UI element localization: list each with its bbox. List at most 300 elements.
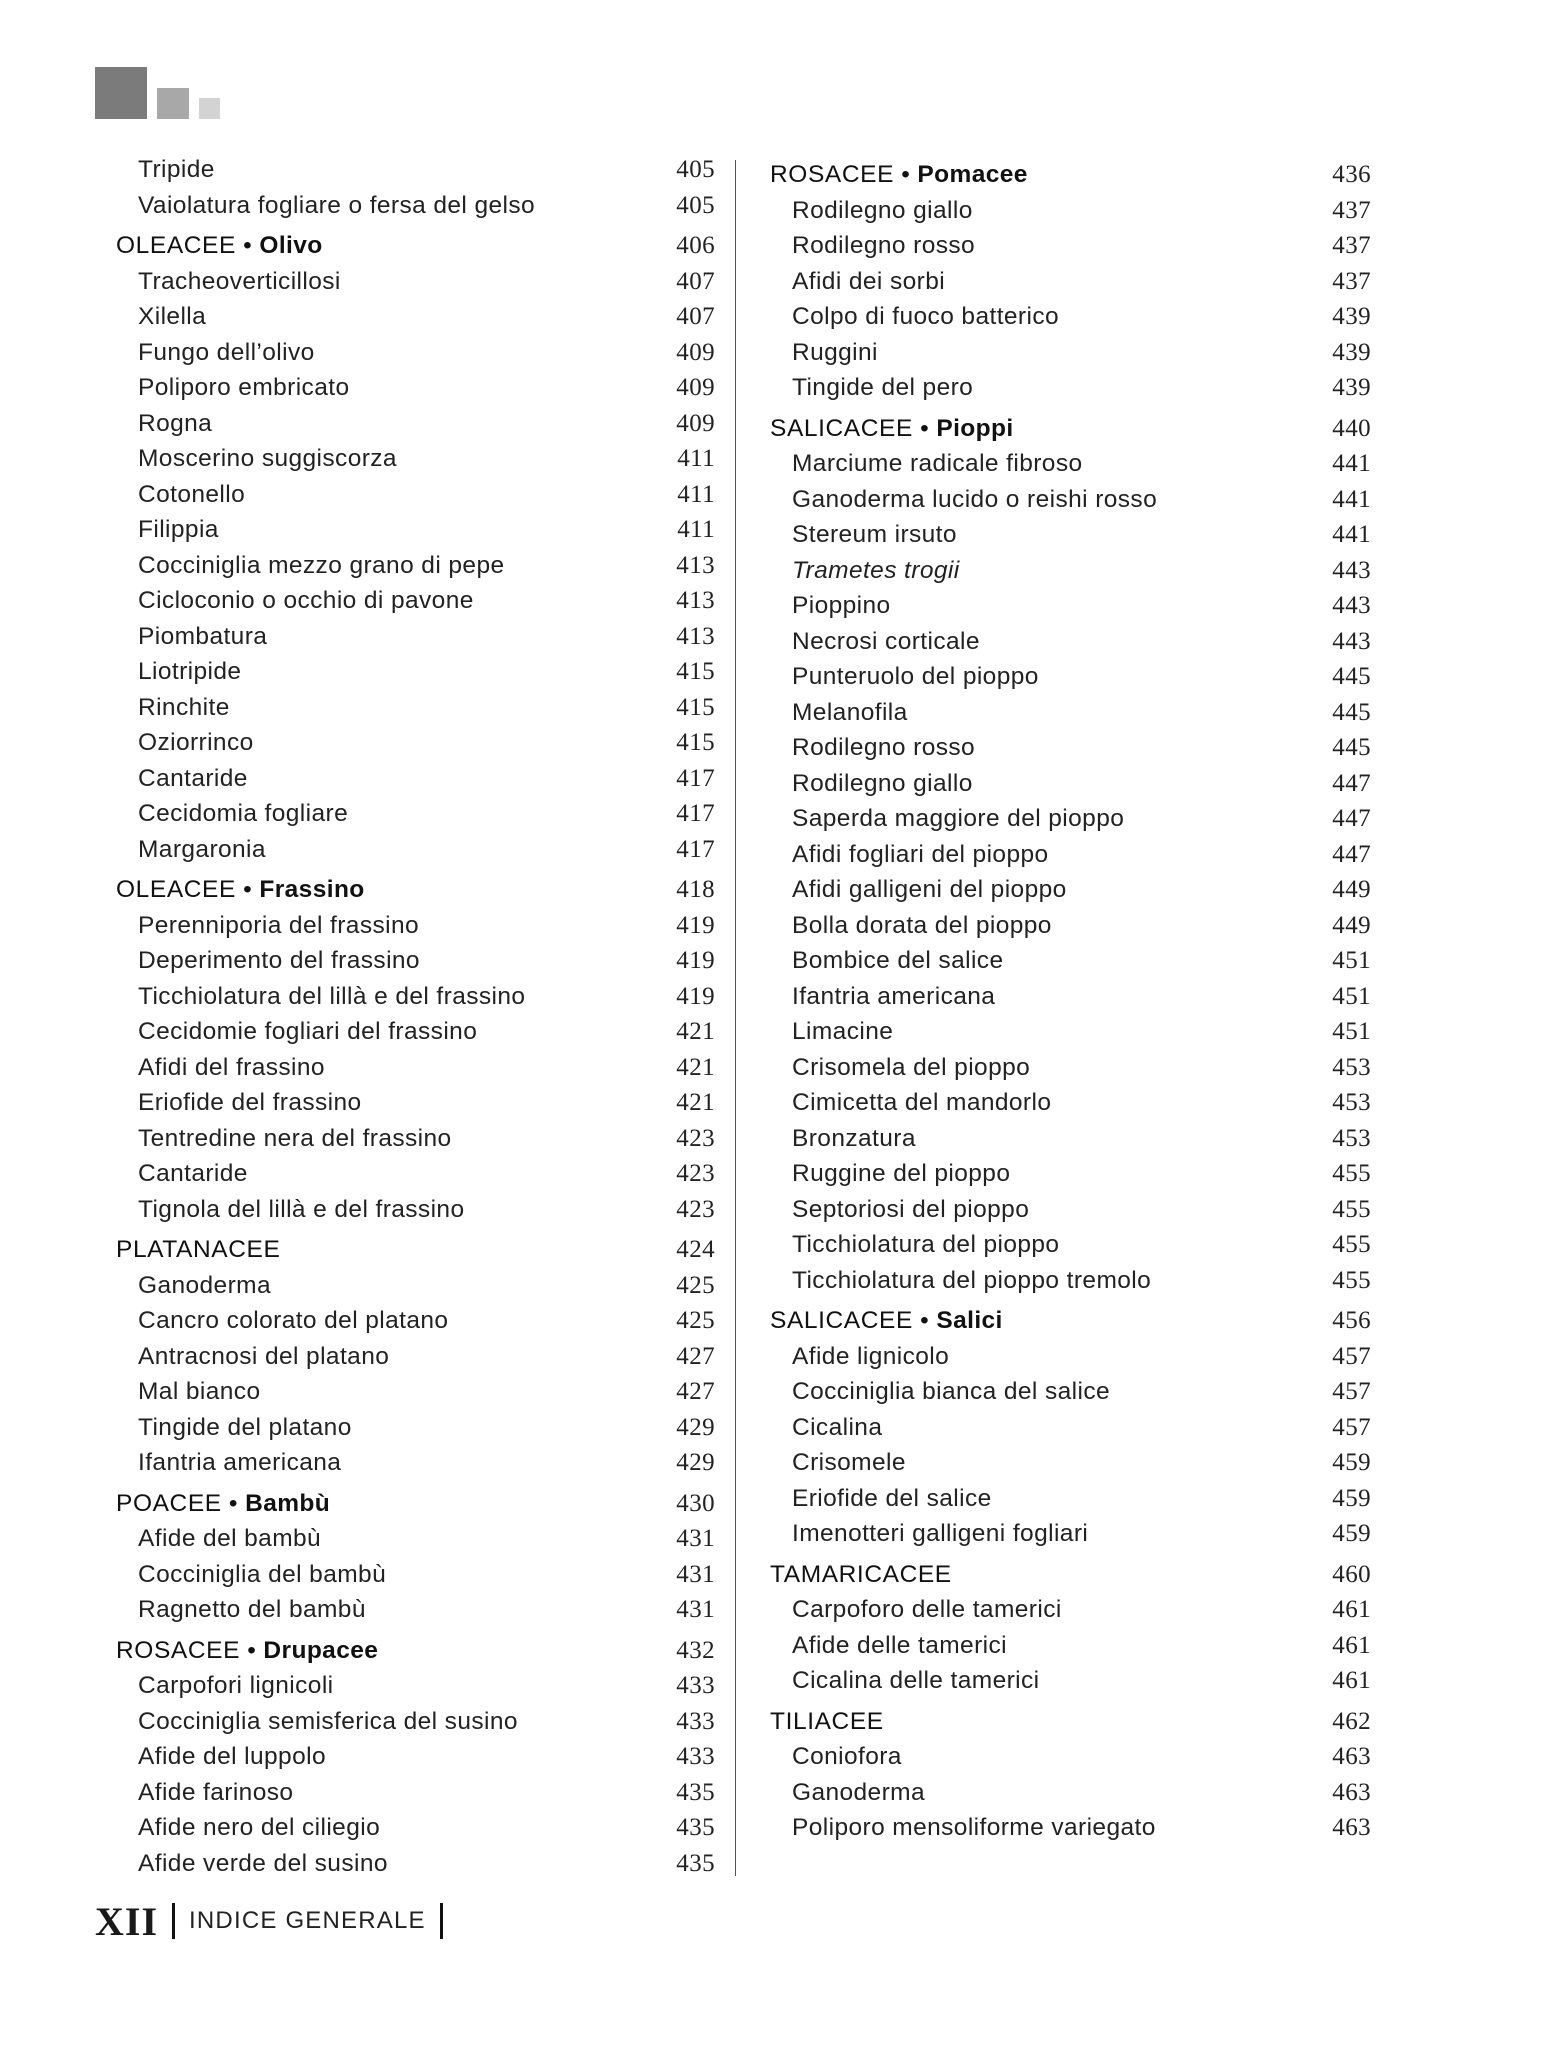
heading-label — [770, 1704, 884, 1740]
page-ref: 429 — [676, 1413, 715, 1441]
family-name: OLEACEE — [116, 876, 236, 903]
bullet-separator: • — [221, 1489, 246, 1517]
entry-label: Cantaride — [138, 764, 248, 792]
heading-label — [770, 157, 1028, 193]
page-ref: 411 — [677, 480, 715, 508]
entry-label: Crisomele — [792, 1449, 906, 1476]
index-entry — [770, 588, 1371, 624]
entry-label: Piombatura — [138, 622, 268, 650]
page-ref: 460 — [1332, 1560, 1371, 1588]
entry-label: Ganoderma — [138, 1271, 271, 1299]
page-ref: 419 — [676, 947, 715, 974]
index-entry — [116, 1846, 715, 1882]
page-ref: 424 — [676, 1236, 715, 1263]
entry-label: Afide verde del susino — [138, 1849, 388, 1877]
entry-label: Rinchite — [138, 693, 230, 721]
index-heading — [116, 228, 715, 264]
entry-label: Afidi fogliari del pioppo — [792, 840, 1049, 868]
page-ref: 453 — [1332, 1089, 1371, 1116]
index-entry — [116, 441, 715, 477]
family-name: ROSACEE — [770, 161, 895, 188]
page-ref: 459 — [1332, 1484, 1371, 1512]
page-ref: 457 — [1332, 1342, 1371, 1370]
index-entry — [116, 690, 715, 726]
index-heading — [770, 1303, 1371, 1339]
heading-label — [116, 1232, 280, 1268]
index-entry — [116, 979, 715, 1015]
index-entry — [116, 1810, 715, 1846]
heading-label — [116, 1486, 330, 1522]
index-entry — [116, 1156, 715, 1192]
entry-label: Afidi del frassino — [138, 1053, 325, 1081]
entry-label: Rogna — [138, 409, 213, 437]
index-entry — [116, 548, 715, 584]
page-ref: 437 — [1332, 196, 1371, 224]
entry-label: Perenniporia del frassino — [138, 911, 420, 939]
entry-label: Afide lignicolo — [792, 1342, 950, 1370]
index-entry — [770, 872, 1371, 908]
bullet-separator: • — [894, 161, 918, 188]
index-entry — [116, 1775, 715, 1811]
index-entry — [770, 517, 1371, 553]
index-entry — [116, 1521, 715, 1557]
bullet-separator: • — [912, 1307, 937, 1334]
entry-label: Saperda maggiore del pioppo — [792, 805, 1125, 832]
decorative-square-medium — [157, 88, 189, 119]
entry-label: Ifantria americana — [138, 1449, 342, 1476]
index-entry — [770, 370, 1371, 406]
page-ref: 419 — [676, 982, 715, 1010]
page-ref: 433 — [676, 1672, 715, 1699]
entry-label: Liotripide — [138, 658, 242, 685]
entry-label: Ruggini — [792, 338, 878, 366]
index-heading — [116, 1486, 715, 1522]
index-heading — [770, 157, 1371, 193]
entry-label: Poliporo mensoliforme variegato — [792, 1814, 1156, 1841]
entry-label: Tracheoverticillosi — [138, 267, 341, 295]
family-name: PLATANACEE — [116, 1236, 281, 1263]
entry-label: Carpofori lignicoli — [138, 1672, 334, 1699]
page-ref: 441 — [1332, 485, 1371, 513]
page-ref: 425 — [676, 1271, 715, 1299]
page-ref: 461 — [1332, 1667, 1371, 1694]
page-ref: 432 — [676, 1636, 715, 1664]
page-ref: 427 — [676, 1378, 715, 1405]
page-ref: 427 — [676, 1342, 715, 1370]
page-ref: 455 — [1332, 1160, 1371, 1187]
bullet-separator: • — [235, 232, 260, 259]
index-heading — [770, 1704, 1371, 1740]
index-entry — [116, 908, 715, 944]
page-ref: 423 — [676, 1195, 715, 1223]
page-ref: 463 — [1332, 1814, 1371, 1841]
index-column-left — [116, 152, 715, 1881]
page-ref: 463 — [1332, 1778, 1371, 1806]
index-entry — [770, 228, 1371, 264]
index-entry — [770, 1628, 1371, 1664]
plant-group: Bambù — [245, 1489, 331, 1517]
heading-label — [116, 228, 323, 264]
entry-label: Cotonello — [138, 480, 246, 508]
page-ref: 459 — [1332, 1449, 1371, 1476]
page-ref: 443 — [1332, 592, 1371, 619]
entry-label: Septoriosi del pioppo — [792, 1195, 1030, 1223]
bullet-separator: • — [912, 414, 937, 442]
entry-label: Xilella — [138, 303, 207, 330]
index-entry — [116, 406, 715, 442]
family-name: POACEE — [116, 1489, 222, 1517]
index-entry — [770, 1663, 1371, 1699]
entry-label: Tentredine nera del frassino — [138, 1124, 452, 1152]
page-ref: 461 — [1332, 1596, 1371, 1623]
index-entry — [116, 761, 715, 797]
page-ref: 437 — [1332, 267, 1371, 295]
page-ref: 463 — [1332, 1743, 1371, 1770]
entry-label: Cimicetta del mandorlo — [792, 1089, 1052, 1116]
page-ref: 425 — [676, 1307, 715, 1334]
entry-label: Deperimento del frassino — [138, 947, 420, 974]
bullet-separator: • — [240, 1636, 264, 1664]
page-ref: 431 — [676, 1560, 715, 1588]
entry-label: Vaiolatura fogliare o fersa del gelso — [138, 191, 536, 219]
page-footer — [95, 1899, 457, 1943]
page-ref: 445 — [1332, 734, 1371, 761]
index-entry — [116, 1410, 715, 1446]
page-ref: 447 — [1332, 805, 1371, 832]
page-ref: 439 — [1332, 303, 1371, 330]
index-entry — [770, 624, 1371, 660]
page-ref: 429 — [676, 1449, 715, 1476]
index-entry — [770, 1085, 1371, 1121]
entry-label: Bolla dorata del pioppo — [792, 911, 1052, 939]
page-ref: 407 — [676, 303, 715, 330]
index-entry — [770, 1592, 1371, 1628]
index-heading — [116, 1633, 715, 1669]
page-ref: 451 — [1332, 947, 1371, 974]
entry-label: Cocciniglia bianca del salice — [792, 1378, 1111, 1405]
page-ref: 440 — [1332, 414, 1371, 442]
page-ref: 423 — [676, 1160, 715, 1187]
entry-label: Moscerino suggiscorza — [138, 445, 397, 472]
index-entry — [770, 1516, 1371, 1552]
entry-label: Filippia — [138, 516, 219, 543]
entry-label: Stereum irsuto — [792, 521, 957, 548]
entry-label: Afide del luppolo — [138, 1743, 326, 1770]
family-name: OLEACEE — [116, 232, 236, 259]
index-entry — [770, 1121, 1371, 1157]
entry-label: Limacine — [792, 1018, 894, 1045]
index-heading — [770, 411, 1371, 447]
index-entry — [770, 482, 1371, 518]
page-ref: 430 — [676, 1489, 715, 1517]
entry-label: Afide nero del ciliegio — [138, 1814, 381, 1841]
page-ref: 415 — [676, 729, 715, 756]
entry-label: Afide farinoso — [138, 1778, 294, 1806]
index-entry — [770, 801, 1371, 837]
index-entry — [770, 659, 1371, 695]
entry-label: Cantaride — [138, 1160, 248, 1187]
index-entry — [770, 553, 1371, 589]
page-ref: 435 — [676, 1849, 715, 1877]
entry-label: Rodilegno rosso — [792, 232, 976, 259]
index-entry — [770, 1739, 1371, 1775]
entry-label: Afidi dei sorbi — [792, 267, 946, 295]
index-entry — [116, 796, 715, 832]
page-ref: 423 — [676, 1124, 715, 1152]
index-entry — [770, 1014, 1371, 1050]
plant-group: Frassino — [259, 876, 365, 903]
entry-label: Ganoderma lucido o reishi rosso — [792, 485, 1158, 513]
index-entry — [770, 446, 1371, 482]
index-entry — [116, 654, 715, 690]
entry-label: Afide delle tamerici — [792, 1631, 1007, 1659]
index-entry — [116, 477, 715, 513]
entry-label: Rodilegno giallo — [792, 196, 973, 224]
entry-label: Mal bianco — [138, 1378, 261, 1405]
entry-label: Ruggine del pioppo — [792, 1160, 1011, 1187]
page-ref: 417 — [676, 835, 715, 863]
family-name: SALICACEE — [770, 414, 913, 442]
entry-label: Cecidomia fogliare — [138, 800, 349, 827]
entry-label: Colpo di fuoco batterico — [792, 303, 1060, 330]
entry-label: Tingide del platano — [138, 1413, 352, 1441]
page-ref: 413 — [676, 622, 715, 650]
index-entry — [770, 1263, 1371, 1299]
page-ref: 453 — [1332, 1053, 1371, 1081]
index-entry — [116, 1668, 715, 1704]
page-ref: 441 — [1332, 521, 1371, 548]
plant-group: Pomacee — [917, 161, 1028, 188]
index-entry — [770, 1410, 1371, 1446]
index-entry — [770, 1339, 1371, 1375]
page-ref: 456 — [1332, 1307, 1371, 1334]
entry-label: Marciume radicale fibroso — [792, 450, 1083, 477]
decorative-square-large — [95, 67, 147, 119]
index-entry — [116, 1739, 715, 1775]
page-ref: 449 — [1332, 911, 1371, 939]
entry-label: Eriofide del salice — [792, 1484, 992, 1512]
footer-divider — [172, 1903, 175, 1939]
index-entry — [770, 1445, 1371, 1481]
index-entry — [116, 152, 715, 188]
page-ref: 461 — [1332, 1631, 1371, 1659]
page-ref: 413 — [676, 551, 715, 579]
page-ref: 462 — [1332, 1707, 1371, 1735]
index-entry — [116, 832, 715, 868]
index-entry — [116, 299, 715, 335]
page-ref: 443 — [1332, 556, 1371, 584]
entry-label: Crisomela del pioppo — [792, 1053, 1031, 1081]
page-ref: 417 — [676, 800, 715, 827]
heading-label — [116, 872, 365, 908]
entry-label: Necrosi corticale — [792, 627, 980, 655]
entry-label: Cicalina — [792, 1413, 883, 1441]
index-entry — [116, 370, 715, 406]
index-entry — [116, 1268, 715, 1304]
entry-label: Afidi galligeni del pioppo — [792, 876, 1067, 903]
index-entry — [770, 335, 1371, 371]
entry-label: Tingide del pero — [792, 374, 974, 401]
index-heading — [116, 1232, 715, 1268]
page-ref: 441 — [1332, 450, 1371, 477]
entry-label: Cecidomie fogliari del frassino — [138, 1018, 478, 1045]
index-entry — [770, 1481, 1371, 1517]
page-ref: 445 — [1332, 698, 1371, 726]
index-entry — [116, 512, 715, 548]
entry-label: Poliporo embricato — [138, 374, 350, 401]
entry-label: Bronzatura — [792, 1124, 916, 1152]
entry-label: Oziorrinco — [138, 729, 254, 756]
decorative-square-small — [199, 98, 220, 119]
entry-label: Carpoforo delle tamerici — [792, 1596, 1062, 1623]
index-entry — [116, 1121, 715, 1157]
index-entry — [116, 1085, 715, 1121]
bullet-separator: • — [235, 876, 260, 903]
page-ref: 447 — [1332, 769, 1371, 797]
page-ref: 435 — [676, 1814, 715, 1841]
page-ref: 436 — [1332, 161, 1371, 188]
index-entry — [770, 695, 1371, 731]
entry-label: Rodilegno giallo — [792, 769, 973, 797]
index-heading — [116, 872, 715, 908]
entry-label: Cocciniglia del bambù — [138, 1560, 387, 1588]
index-entry — [770, 264, 1371, 300]
page-ref: 431 — [676, 1525, 715, 1552]
index-entry — [116, 619, 715, 655]
index-entry — [116, 188, 715, 224]
entry-label: Melanofila — [792, 698, 908, 726]
entry-label: Cicalina delle tamerici — [792, 1667, 1040, 1694]
index-entry — [770, 979, 1371, 1015]
page-ref: 417 — [676, 764, 715, 792]
entry-label: Eriofide del frassino — [138, 1089, 362, 1116]
index-entry — [770, 1810, 1371, 1846]
index-entry — [116, 1374, 715, 1410]
page-ref: 419 — [676, 911, 715, 939]
index-entry — [116, 1014, 715, 1050]
index-entry — [770, 1050, 1371, 1086]
index-entry — [116, 583, 715, 619]
page-ref: 409 — [676, 374, 715, 401]
index-entry — [770, 1775, 1371, 1811]
index-entry — [770, 1227, 1371, 1263]
index-column-right — [770, 152, 1371, 1846]
entry-label: Ragnetto del bambù — [138, 1596, 366, 1623]
family-name: TAMARICACEE — [770, 1560, 952, 1588]
page-ref: 455 — [1332, 1195, 1371, 1223]
index-entry — [116, 1050, 715, 1086]
page-ref: 407 — [676, 267, 715, 295]
entry-label: Antracnosi del platano — [138, 1342, 390, 1370]
page-ref: 439 — [1332, 374, 1371, 401]
heading-label — [770, 1557, 952, 1593]
index-entry — [116, 1592, 715, 1628]
entry-label: Ganoderma — [792, 1778, 925, 1806]
page-ref: 413 — [676, 587, 715, 614]
index-entry — [770, 730, 1371, 766]
index-entry — [770, 193, 1371, 229]
page-ref: 405 — [676, 191, 715, 219]
index-entry — [770, 766, 1371, 802]
family-name: SALICACEE — [770, 1307, 913, 1334]
page-ref: 411 — [677, 445, 715, 472]
entry-label: Ticchiolatura del pioppo tremolo — [792, 1266, 1152, 1294]
entry-label: Ifantria americana — [792, 982, 996, 1010]
entry-label: Fungo dell’olivo — [138, 338, 315, 366]
page-ref: 455 — [1332, 1266, 1371, 1294]
section-title: INDICE GENERALE — [189, 1907, 426, 1934]
page-ref: 409 — [676, 338, 715, 366]
family-name: TILIACEE — [770, 1707, 884, 1735]
index-entry — [770, 943, 1371, 979]
page-ref: 457 — [1332, 1413, 1371, 1441]
page-ref: 451 — [1332, 982, 1371, 1010]
page-ref: 457 — [1332, 1378, 1371, 1405]
family-name: ROSACEE — [116, 1636, 241, 1664]
index-entry — [770, 1156, 1371, 1192]
entry-label: Ticchiolatura del lillà e del frassino — [138, 982, 526, 1010]
entry-label: Rodilegno rosso — [792, 734, 976, 761]
index-entry — [116, 1339, 715, 1375]
entry-label: Pioppino — [792, 592, 891, 619]
page-ref: 418 — [676, 876, 715, 903]
entry-label: Cancro colorato del platano — [138, 1307, 449, 1334]
heading-label — [770, 411, 1014, 447]
page-ref: 453 — [1332, 1124, 1371, 1152]
page-ref: 437 — [1332, 232, 1371, 259]
entry-label: Coniofora — [792, 1743, 902, 1770]
heading-label — [116, 1633, 378, 1669]
entry-label: Imenotteri galligeni fogliari — [792, 1520, 1089, 1547]
plant-group: Pioppi — [936, 414, 1014, 442]
plant-group: Olivo — [259, 232, 323, 259]
page-number: XII — [95, 1898, 159, 1944]
index-entry — [770, 908, 1371, 944]
page-ref: 455 — [1332, 1231, 1371, 1258]
page-ref: 459 — [1332, 1520, 1371, 1547]
page-ref: 433 — [676, 1743, 715, 1770]
index-entry — [116, 1445, 715, 1481]
page-ref: 406 — [676, 232, 715, 259]
entry-label: Tripide — [138, 156, 215, 183]
page-ref: 409 — [676, 409, 715, 437]
column-divider — [735, 160, 736, 1876]
heading-label — [770, 1303, 1003, 1339]
index-heading — [770, 1557, 1371, 1593]
entry-label: Tignola del lillà e del frassino — [138, 1195, 465, 1223]
page-ref: 431 — [676, 1596, 715, 1623]
footer-divider-end — [440, 1903, 443, 1939]
entry-label: Bombice del salice — [792, 947, 1004, 974]
page-ref: 443 — [1332, 627, 1371, 655]
index-entry — [116, 335, 715, 371]
index-entry — [116, 1303, 715, 1339]
entry-label: Cocciniglia mezzo grano di pepe — [138, 551, 505, 579]
index-entry — [116, 1192, 715, 1228]
page-ref: 451 — [1332, 1018, 1371, 1045]
index-entry — [770, 1374, 1371, 1410]
index-entry — [770, 299, 1371, 335]
index-entry — [116, 1704, 715, 1740]
entry-label: Punteruolo del pioppo — [792, 663, 1039, 690]
page-ref: 415 — [676, 693, 715, 721]
page-ref: 449 — [1332, 876, 1371, 903]
page-ref: 447 — [1332, 840, 1371, 868]
entry-label: Ticchiolatura del pioppo — [792, 1231, 1060, 1258]
page-ref: 421 — [676, 1018, 715, 1045]
page-ref: 415 — [676, 658, 715, 685]
plant-group: Salici — [936, 1307, 1003, 1334]
